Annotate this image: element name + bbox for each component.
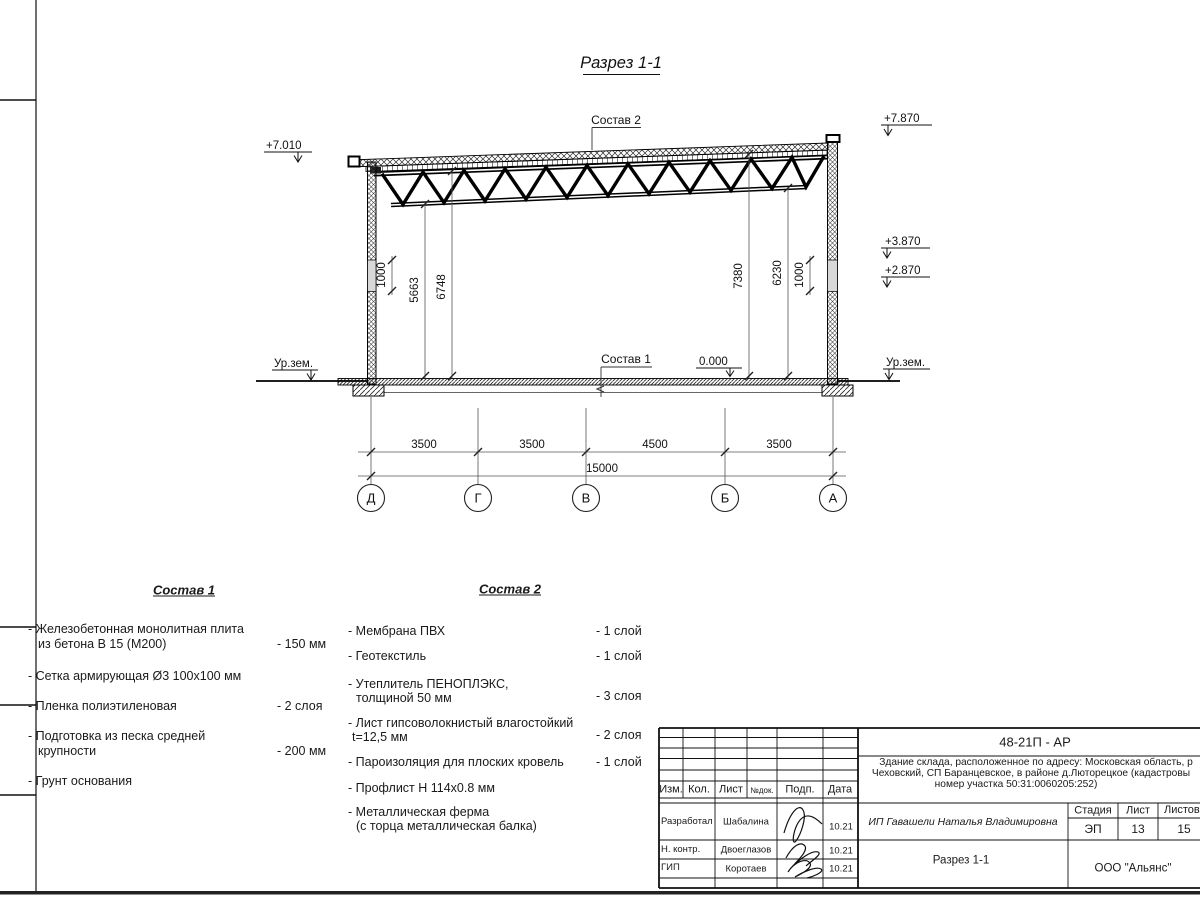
tb-drawing-name: Разрез 1-1 (932, 854, 990, 867)
tb-doc-code: 48-21П - АР (999, 734, 1071, 750)
dim-7380: 7380 (733, 263, 745, 289)
sostav1-item1-value: - 150 мм (277, 637, 327, 651)
sostav2-item3-line2: толщиной 50 мм (356, 691, 452, 705)
dim-6748: 6748 (436, 274, 448, 300)
sostav2-item4-line2: t=12,5 мм (352, 730, 408, 744)
left-wall-window-band (368, 260, 377, 292)
tb-stage-value: ЭП (1084, 822, 1102, 836)
tb-col-list: Лист (719, 783, 743, 796)
sostav1-item5-line1: - Грунт основания (28, 774, 133, 788)
svg-text:+7.870: +7.870 (884, 113, 920, 125)
sostav1-item3-line1: - Пленка полиэтиленовая (28, 699, 177, 713)
sostav2-item2-line1: - Геотекстиль (348, 649, 427, 663)
axis-D: Д (366, 490, 376, 506)
section-title (580, 54, 662, 75)
svg-text:0.000: 0.000 (699, 356, 728, 368)
tb-col-podp: Подп. (785, 783, 815, 796)
sostav1-title: Состав 1 (152, 582, 216, 598)
elevation-ground-right (883, 357, 930, 380)
elevation-window-bottom (881, 265, 930, 287)
tb-client: ИП Гавашели Наталья Владимировна (868, 815, 1058, 828)
elevation-parapet-right (881, 113, 932, 136)
bottom-dimensions (358, 397, 847, 512)
sostav1-item1-line1: - Железобетонная монолитная плита (28, 622, 244, 636)
axis-V: В (581, 490, 591, 506)
sostav2-item5-value: - 1 слой (596, 755, 642, 769)
tb-col-ndok: №док. (750, 786, 774, 795)
sostav2-item3-value: - 3 слоя (596, 689, 642, 703)
signature-dvoeglasov (786, 844, 819, 866)
sostav1-item4-line2: крупности (38, 744, 97, 758)
dim-1000-right: 1000 (794, 262, 806, 288)
dim-6230: 6230 (772, 260, 784, 286)
tb-role-razrabotal: Разработал (661, 816, 713, 827)
sostav2-item7-line2: (с торца металлическая балка) (356, 819, 537, 833)
sostav1-item4-line1: - Подготовка из песка средней (28, 729, 206, 743)
sostav1-item4-value: - 200 мм (277, 744, 327, 758)
sostav1-item3-value: - 2 слоя (277, 699, 323, 713)
svg-text:+3.870: +3.870 (885, 236, 921, 248)
tb-project-line1: Здание склада, расположенное по адресу: Московская область, р (879, 756, 1193, 768)
tb-col-izm: Изм. (659, 783, 683, 796)
span-4500: 4500 (642, 439, 668, 451)
elevation-ground-left (272, 358, 318, 380)
span-3500-2: 3500 (519, 439, 545, 451)
tb-role-gip: ГИП (661, 862, 680, 873)
tb-name-korotaev: Коротаев (725, 862, 767, 874)
axis-A: А (828, 490, 838, 506)
foundation-pad-right (822, 385, 853, 396)
sostav1-item1-line2: из бетона В 15 (М200) (38, 637, 167, 651)
axis-bubbles (358, 485, 847, 512)
elevation-roof-left (264, 140, 312, 162)
sostav2-item4-line1: - Лист гипсоволокнистый влагостойкий (348, 716, 574, 730)
axis-G: Г (474, 490, 482, 506)
tb-date-2: 10.21 (829, 845, 853, 857)
tb-name-dvoeglasov: Двоеглазов (720, 844, 772, 856)
sostav2-item7-line1: - Металлическая ферма (348, 805, 490, 819)
right-wall-window-band (828, 260, 838, 292)
span-total-15000: 15000 (586, 463, 618, 475)
tb-date-1: 10.21 (829, 821, 853, 833)
sostav2-item1-value: - 1 слой (596, 624, 642, 638)
foundation-pad-left (353, 385, 384, 396)
left-wall (368, 162, 377, 384)
signatures (784, 808, 822, 878)
tb-sheet-value: 13 (1131, 822, 1145, 836)
sostav2-item6-line1: - Профлист Н 114х0.8 мм (348, 781, 495, 795)
sostav1-leader (597, 352, 652, 397)
dim-5663: 5663 (409, 277, 421, 303)
sostav2-item3-line1: - Утеплитель ПЕНОПЛЭКС, (348, 677, 509, 691)
tb-date-3: 10.21 (829, 862, 853, 874)
tb-col-kol: Кол. (688, 783, 710, 796)
sostav2-label: Состав 2 (591, 113, 641, 127)
parapet-cap (827, 135, 840, 142)
sostav2-item2-value: - 1 слой (596, 649, 642, 663)
floor-slab (256, 379, 900, 397)
svg-text:+2.870: +2.870 (885, 265, 921, 277)
roof-left-end-cap (349, 157, 360, 167)
section-title-text: Разрез 1-1 (580, 54, 662, 72)
elevation-window-top (881, 236, 930, 258)
tb-project-line2: Чеховский, СП Баранцевское, в районе д.Люторецкое (кадастровы (871, 767, 1191, 779)
tb-company: ООО "Альянс" (1094, 862, 1172, 875)
svg-text:+7.010: +7.010 (266, 140, 302, 152)
axis-B: Б (720, 490, 730, 506)
sostav2-leader (591, 113, 641, 150)
sostav2-item1-line1: - Мембрана ПВХ (348, 624, 446, 638)
span-3500-1: 3500 (411, 439, 437, 451)
tb-col-data: Дата (827, 783, 853, 796)
span-3500-3: 3500 (766, 439, 792, 451)
signature-shabalina (784, 808, 822, 842)
sostav1-item2-line1: - Сетка армирующая Ø3 100х100 мм (28, 669, 242, 683)
vertical-dimensions (376, 150, 814, 380)
signature-korotaev (788, 861, 822, 878)
tb-role-nkontr: Н. контр. (661, 844, 701, 855)
dim-1000-left: 1000 (376, 262, 388, 288)
tb-project-line3: номер участка 50:31:0060205:252) (934, 778, 1098, 790)
sostav2-item5-line1: - Пароизоляция для плоских кровель (348, 755, 564, 769)
svg-text:Ур.зем.: Ур.зем. (274, 358, 314, 370)
sostav1-label: Состав 1 (601, 352, 651, 366)
sostav2-title: Состав 2 (478, 581, 542, 597)
tb-name-shabalina: Шабалина (723, 816, 769, 828)
tb-stage-label: Стадия (1074, 804, 1112, 816)
elevation-floor-zero (696, 356, 742, 377)
tb-sheets-value: 15 (1177, 822, 1191, 836)
tb-sheets-label: Листов (1164, 804, 1200, 816)
tb-sheet-label: Лист (1126, 804, 1150, 816)
svg-text:Ур.зем.: Ур.зем. (886, 357, 926, 369)
sostav2-item4-value: - 2 слоя (596, 728, 642, 742)
right-wall (827, 135, 840, 384)
